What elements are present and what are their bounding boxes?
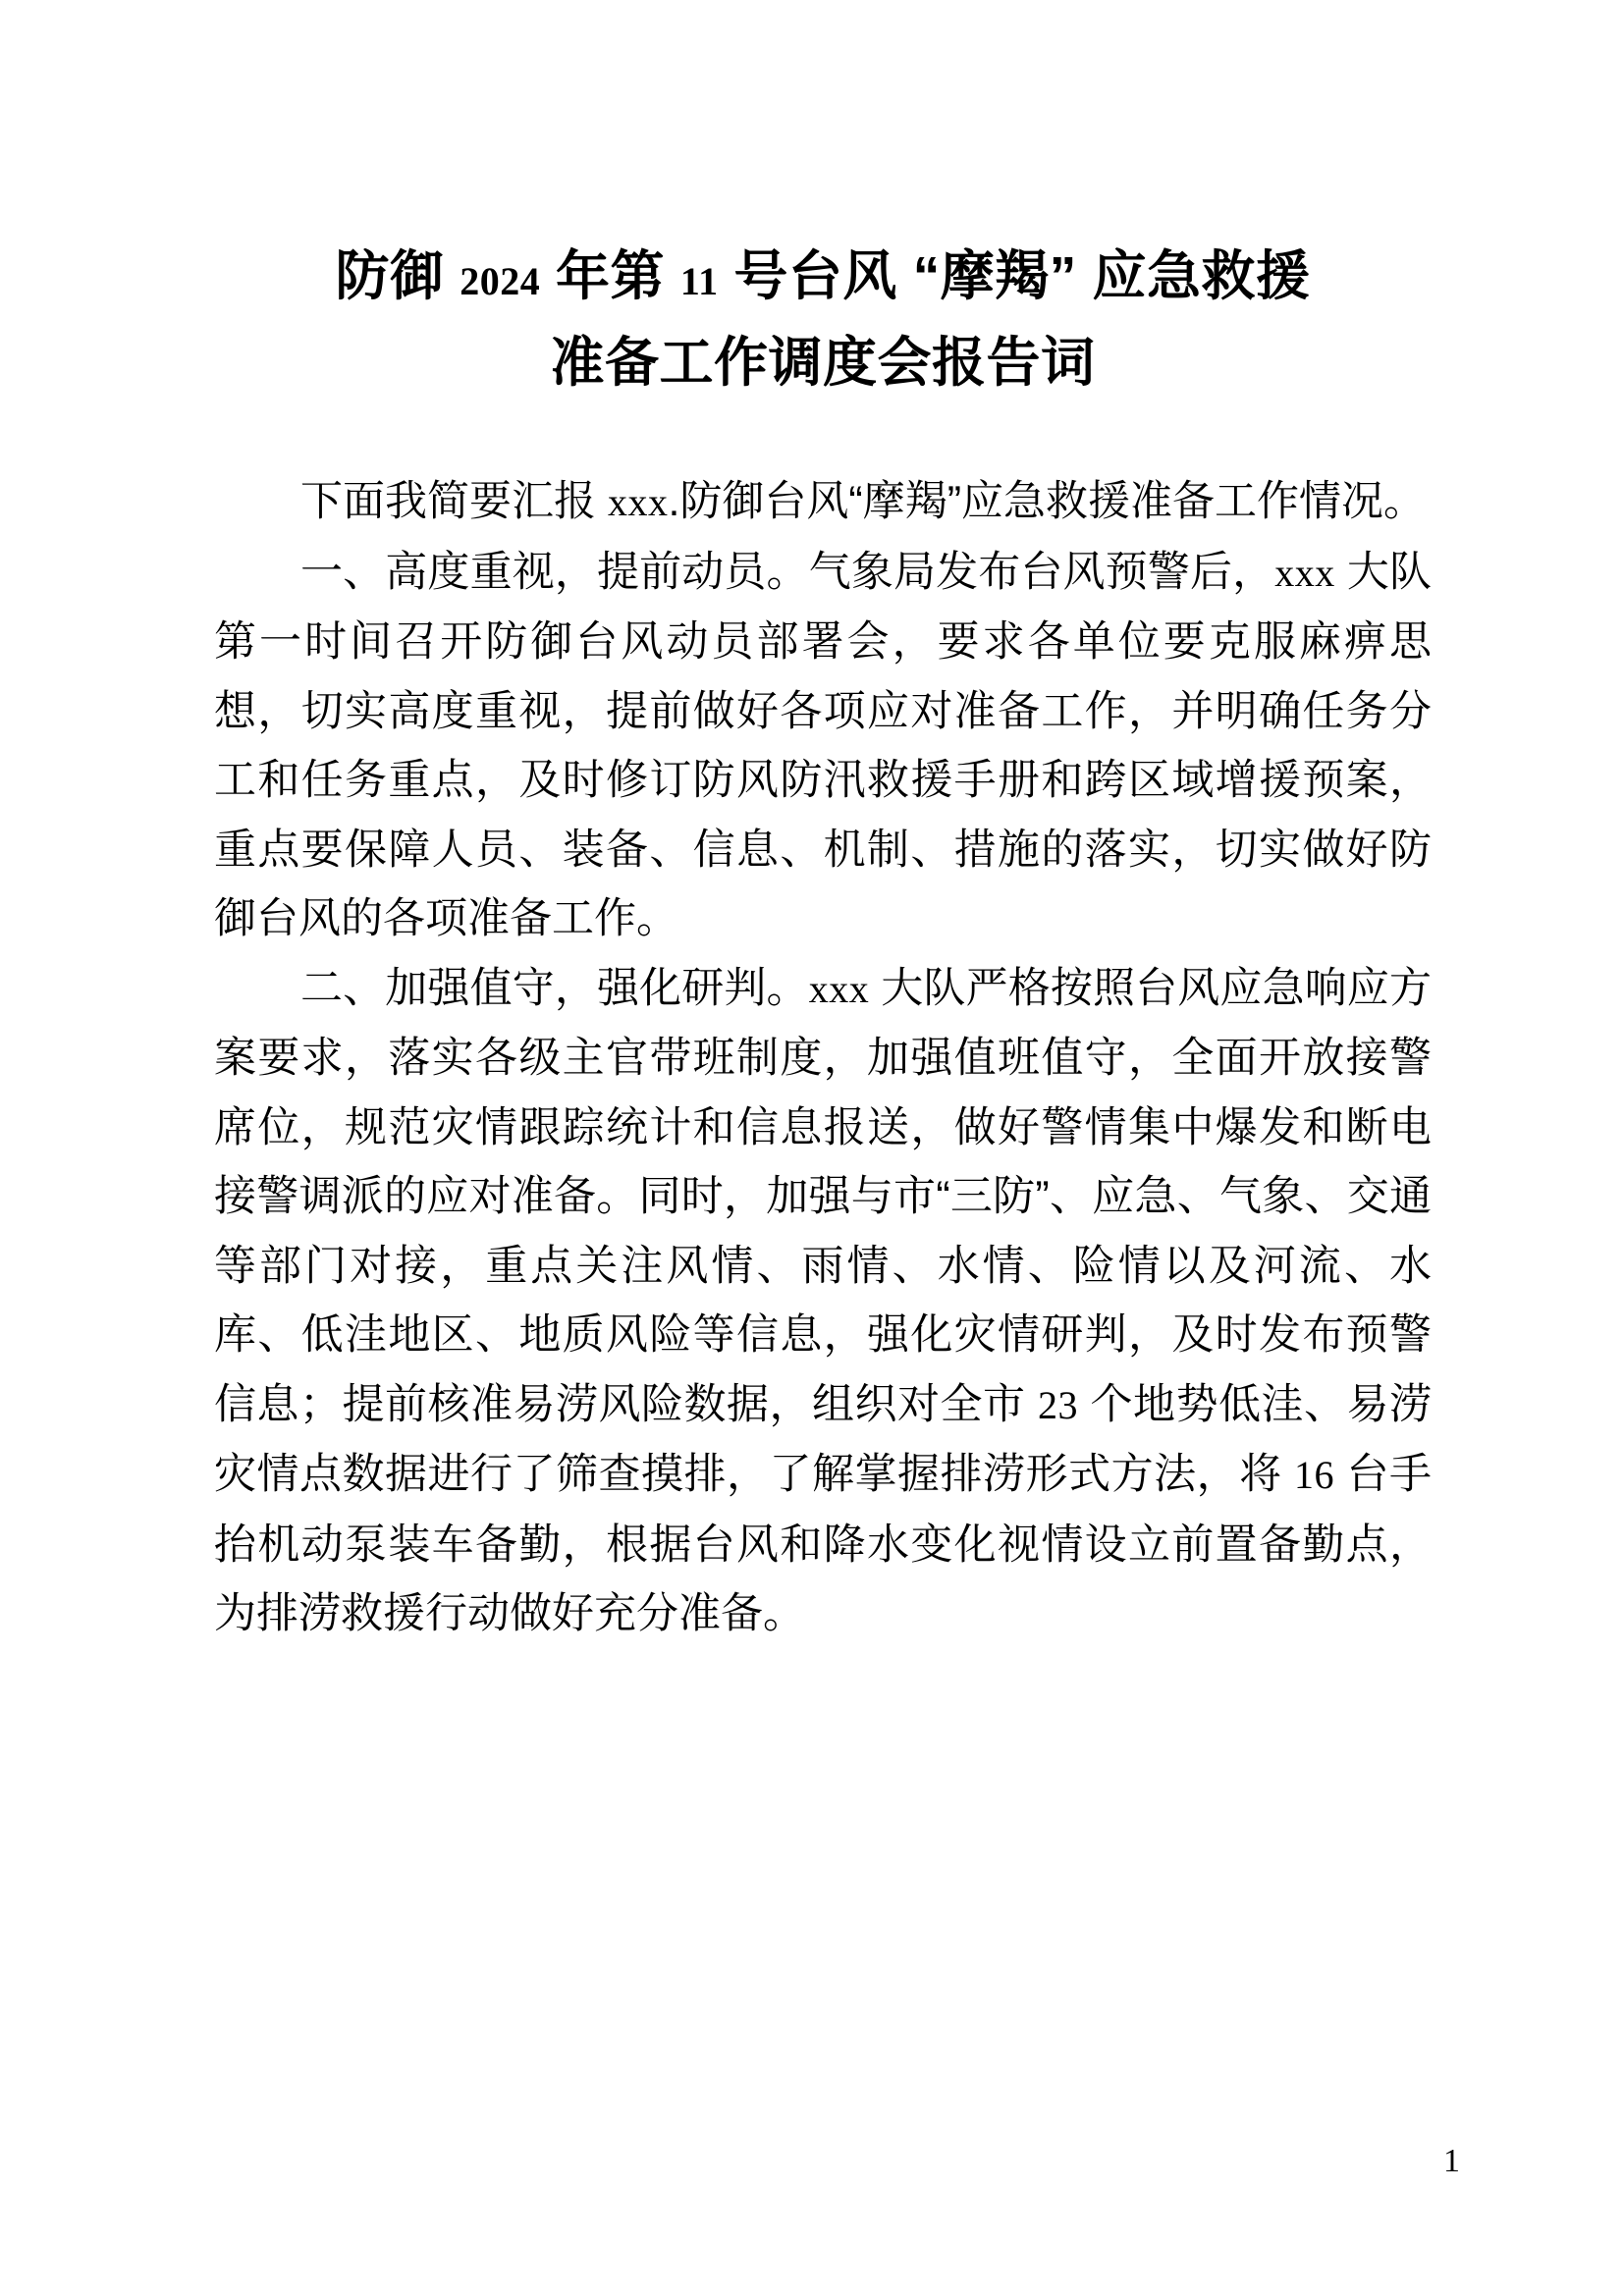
paragraph-section-two: 二、加强值守，强化研判。xxx 大队严格按照台风应急响应方案要求，落实各级主官带班制度，加强值班值守，全面开放接警席位，规范灾情跟踪统计和信息报送，做好警情集中爆发和断电接警调派的应对准备。同时，加强与市“三防”、应急、气象、交通等部门对接，重点关注风情、雨情、水情、险情以及河流、水库、低洼地区、地质风险等信息，强化灾情研判，及时发布预警信息；提前核准易涝风险数据，组织对全市 23 个地势低洼、易涝灾情点数据进行了筛查摸排，了解掌握排涝形式方法，将 16 台手抬机动泵装车备勤，根据台风和降水变化视情设立前置备勤点，为排涝救援行动做好充分准备。 <box>214 964 1433 1637</box>
page-title <box>214 0 1432 402</box>
latin-run: xxx <box>808 966 870 1011</box>
page-title-line-1: 防御 2024 年第 11 号台风 “摩羯” 应急救援 <box>335 245 1311 306</box>
page-number: 1 <box>1443 2143 1460 2179</box>
latin-run: xxx <box>1274 550 1335 595</box>
latin-run: 23 <box>1038 1382 1079 1427</box>
document-body <box>214 0 1432 1649</box>
paragraph-section-one: 一、高度重视，提前动员。气象局发布台风预警后，xxx 大队第一时间召开防御台风动员部署会，要求各单位要克服麻痹思想，切实高度重视，提前做好各项应对准备工作，并明确任务分工和任务重点，及时修订防风防汛救援手册和跨区域增援预案，重点要保障人员、装备、信息、机制、措施的落实，切实做好防御台风的各项准备工作。 <box>214 548 1432 942</box>
latin-run: 16 <box>1294 1453 1335 1497</box>
latin-run: 11 <box>679 259 719 303</box>
latin-run: xxx <box>607 480 669 524</box>
page-title-line-2: 准备工作调度会报告词 <box>550 332 1096 393</box>
latin-run: 2024 <box>460 259 541 303</box>
paragraph-intro: 下面我简要汇报 xxx.防御台风“摩羯”应急救援准备工作情况。 <box>300 478 1427 525</box>
